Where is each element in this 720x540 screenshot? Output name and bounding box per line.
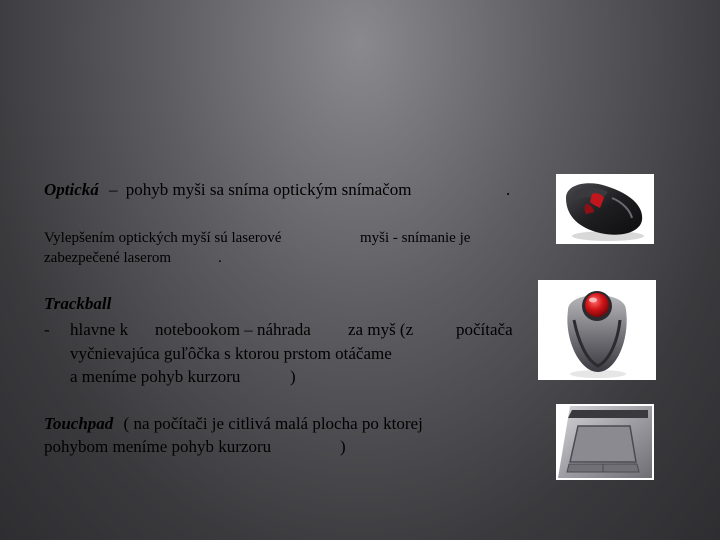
gaming-mouse-image	[556, 174, 654, 244]
trackball-icon	[538, 280, 656, 380]
touchpad-line-1	[44, 414, 423, 434]
trackball-bullet: -	[44, 320, 50, 339]
trackball-line-2: vyčnievajúca guľôčka s ktorou prstom otáčame	[70, 344, 392, 363]
laptop-touchpad-image	[556, 404, 654, 480]
trackball-mouse-image	[538, 280, 656, 380]
touchpad-line-2b: )	[340, 437, 346, 456]
laser-line-1a: Vylepšením optických myší sú laserové	[44, 230, 282, 246]
trackball-line-1c: za myš (z	[348, 320, 414, 339]
optical-dash: –	[109, 180, 118, 199]
laser-line-2: zabezpečené laserom	[44, 250, 171, 266]
touchpad-title: Touchpad	[44, 414, 114, 433]
touchpad-icon	[556, 404, 654, 480]
trackball-line-1b: notebookom – náhrada	[155, 320, 311, 339]
laser-line-1b: myši - snímanie je	[360, 230, 471, 246]
trackball-line-3a: a meníme pohyb kurzoru	[70, 367, 241, 386]
optical-text: pohyb myši sa sníma optickým snímačom	[125, 180, 412, 199]
trackball-line-1d: počítača	[456, 320, 513, 339]
trackball-line-1a: hlavne k	[70, 320, 129, 339]
laser-end: .	[218, 250, 222, 266]
touchpad-line-2a: pohybom meníme pohyb kurzoru	[44, 437, 272, 456]
trackball-title: Trackball	[44, 294, 112, 313]
optical-term: Optická	[44, 180, 99, 199]
gaming-mouse-icon	[556, 174, 654, 244]
touchpad-text-1: ( na počítači je citlivá malá plocha po ktorej	[123, 414, 423, 433]
optical-end: .	[506, 180, 511, 199]
optical-line	[44, 180, 411, 200]
trackball-line-3b: )	[290, 367, 296, 386]
